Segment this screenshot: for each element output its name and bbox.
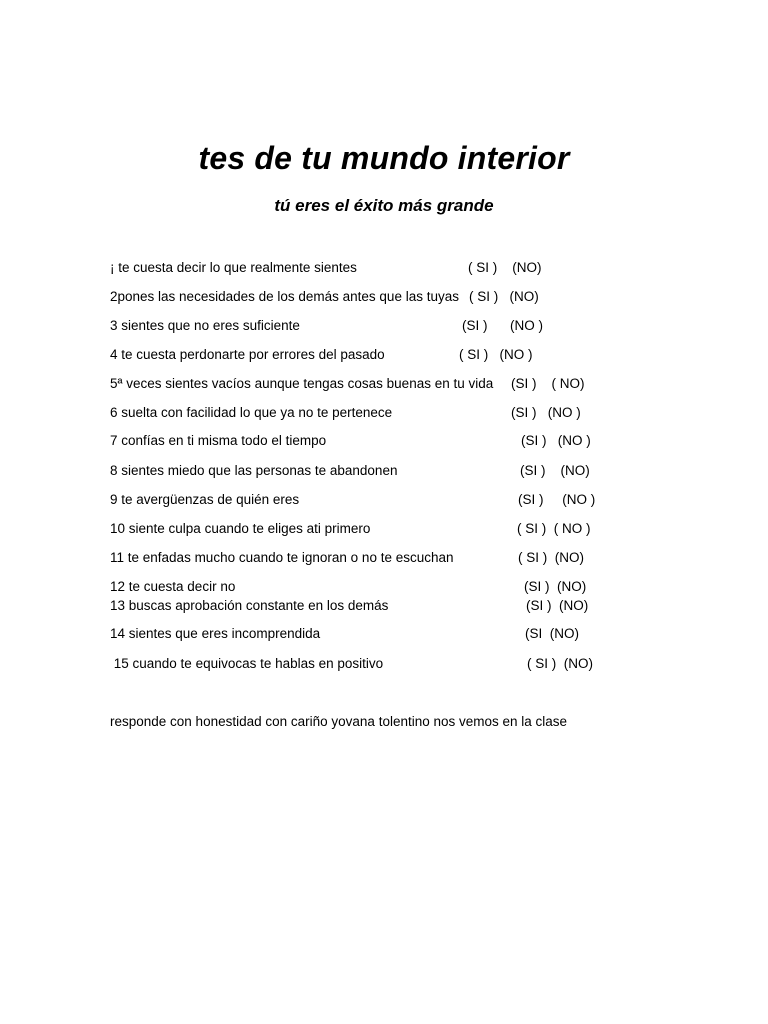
question-text: ¡ te cuesta decir lo que realmente sientes (110, 260, 357, 275)
document-title: tes de tu mundo interior (198, 140, 570, 176)
question-options: (SI ) (NO) (520, 463, 590, 478)
question-text: 11 te enfadas mucho cuando te ignoran o no te escuchan (110, 550, 454, 565)
question-text: 2pones las necesidades de los demás antes que las tuyas (110, 289, 459, 304)
question-options: ( SI ) (NO) (518, 550, 584, 565)
document-subtitle: tú eres el éxito más grande (274, 196, 494, 215)
question-options: ( SI ) ( NO ) (517, 521, 591, 536)
question-text: 7 confías en ti misma todo el tiempo (110, 433, 327, 448)
question-options: (SI ) ( NO) (511, 376, 585, 391)
question-text: 6 suelta con facilidad lo que ya no te pertenece (110, 405, 393, 420)
question-options: ( SI ) (NO) (469, 289, 539, 304)
question-text: 3 sientes que no eres suficiente (110, 318, 300, 333)
question-options: (SI ) (NO) (524, 579, 587, 594)
question-options: (SI ) (NO ) (518, 492, 596, 507)
question-options: (SI ) (NO ) (521, 433, 591, 448)
question-text: 14 sientes que eres incomprendida (110, 626, 321, 641)
closing-note: responde con honestidad con cariño yovana tolentino nos vemos en la clase (110, 714, 568, 729)
question-text: 15 cuando te equivocas te hablas en positivo (110, 656, 384, 671)
question-text: 12 te cuesta decir no (110, 579, 236, 594)
question-text: 13 buscas aprobación constante en los demás (110, 598, 389, 613)
question-options: ( SI ) (NO) (468, 260, 542, 275)
question-options: (SI ) (NO) (526, 598, 589, 613)
question-text: 9 te avergüenzas de quién eres (110, 492, 300, 507)
question-text: 8 sientes miedo que las personas te abandonen (110, 463, 398, 478)
question-options: ( SI ) (NO) (527, 656, 593, 671)
question-options: (SI ) (NO ) (511, 405, 581, 420)
question-options: (SI (NO) (525, 626, 579, 641)
question-text: 10 siente culpa cuando te eliges ati primero (110, 521, 371, 536)
question-text: 4 te cuesta perdonarte por errores del pasado (110, 347, 385, 362)
question-options: (SI ) (NO ) (462, 318, 543, 333)
question-options: ( SI ) (NO ) (459, 347, 533, 362)
question-text: 5ª veces sientes vacíos aunque tengas cosas buenas en tu vida (110, 376, 494, 391)
